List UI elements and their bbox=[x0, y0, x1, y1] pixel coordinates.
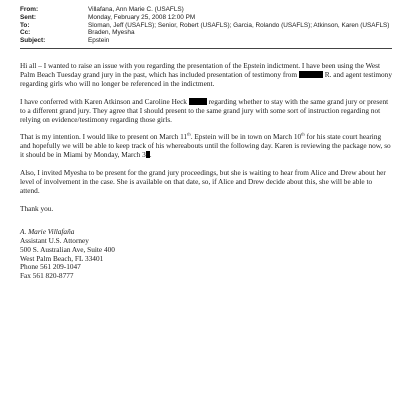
paragraph-3-text-d: . bbox=[149, 150, 152, 160]
paragraph-2-text-a: I have conferred with Karen Atkinson and Caroline Heck bbox=[20, 96, 187, 106]
header-subject-row bbox=[20, 37, 392, 45]
paragraph-1-text-b: R. and agent testimony regarding girls who will no longer be referenced in the indictment. bbox=[20, 69, 392, 88]
signature-fax: Fax 561 820-8777 bbox=[20, 271, 74, 281]
header-to-row bbox=[20, 22, 392, 30]
paragraph-3-text-a: That is my intention. I would like to present on March 11 bbox=[20, 132, 188, 142]
cc-value: Braden, Myesha bbox=[88, 29, 135, 37]
to-value: Sloman, Jeff (USAFLS); Senior, Robert (USAFLS); Garcia, Rolando (USAFLS); Atkinson, Karen (USAFLS) bbox=[88, 21, 390, 29]
email-header bbox=[20, 6, 392, 45]
paragraph-2 bbox=[20, 98, 392, 125]
header-divider bbox=[20, 48, 392, 49]
sent-label: Sent: bbox=[20, 13, 36, 21]
from-label: From: bbox=[20, 6, 39, 13]
header-from-row bbox=[20, 6, 392, 14]
sent-value: Monday, February 25, 2008 12:00 PM bbox=[88, 13, 196, 21]
paragraph-3 bbox=[20, 133, 392, 160]
subject-value: Epstein bbox=[88, 37, 110, 45]
paragraph-5: Thank you. bbox=[20, 203, 54, 213]
signature-address-line-2: West Palm Beach, FL 33401 bbox=[20, 253, 104, 263]
redaction-block bbox=[299, 71, 323, 78]
to-label: To: bbox=[20, 21, 30, 29]
superscript-th: th bbox=[187, 132, 191, 138]
paragraph-3-text-c: for his state court hearing and hopefully we will be able to keep track of his whereabouts until the following day. Karen is reviewing the package now, so it should be in Miami by Monday, March 3 bbox=[20, 132, 391, 160]
paragraph-2-text-b: regarding whether to stay with the same grand jury or present to a different grand jury. They agree that I should present to the same grand jury with some sort of instruction regarding not relying on evidence/testimony regarding those girls. bbox=[20, 96, 389, 124]
header-sent-row bbox=[20, 14, 392, 22]
subject-label: Subject: bbox=[20, 37, 46, 45]
paragraph-3-text-b: . Epstein will be in town on March 10 bbox=[190, 132, 302, 142]
cc-label: Cc: bbox=[20, 29, 31, 37]
header-cc-row bbox=[20, 29, 392, 37]
redaction-block bbox=[189, 98, 207, 105]
paragraph-1 bbox=[20, 62, 392, 89]
superscript-th: th bbox=[301, 132, 305, 138]
signature-name: A. Marie Villafaña bbox=[20, 226, 75, 236]
email-body bbox=[20, 62, 392, 281]
signature-title: Assistant U.S. Attorney bbox=[20, 235, 89, 245]
signature-block bbox=[20, 228, 392, 281]
from-value: Villafana, Ann Marie C. (USAFLS) bbox=[88, 6, 184, 13]
paragraph-4: Also, I invited Myesha to be present for the grand jury proceedings, but she is waiting to hear from Alice and Drew about her level of involvement in the case. She is available on that date, so, if Alice and Drew decide about this, she will be able to attend. bbox=[20, 168, 386, 195]
signature-phone: Phone 561 209-1047 bbox=[20, 262, 81, 272]
paragraph-1-text-a: Hi all – I wanted to raise an issue with you regarding the presentation of the Epstein indictment. I have been using the West Palm Beach Tuesday grand jury in the past, which has included presentation of testimony from bbox=[20, 61, 380, 79]
signature-address-line-1: 500 S. Australian Ave, Suite 400 bbox=[20, 244, 115, 254]
